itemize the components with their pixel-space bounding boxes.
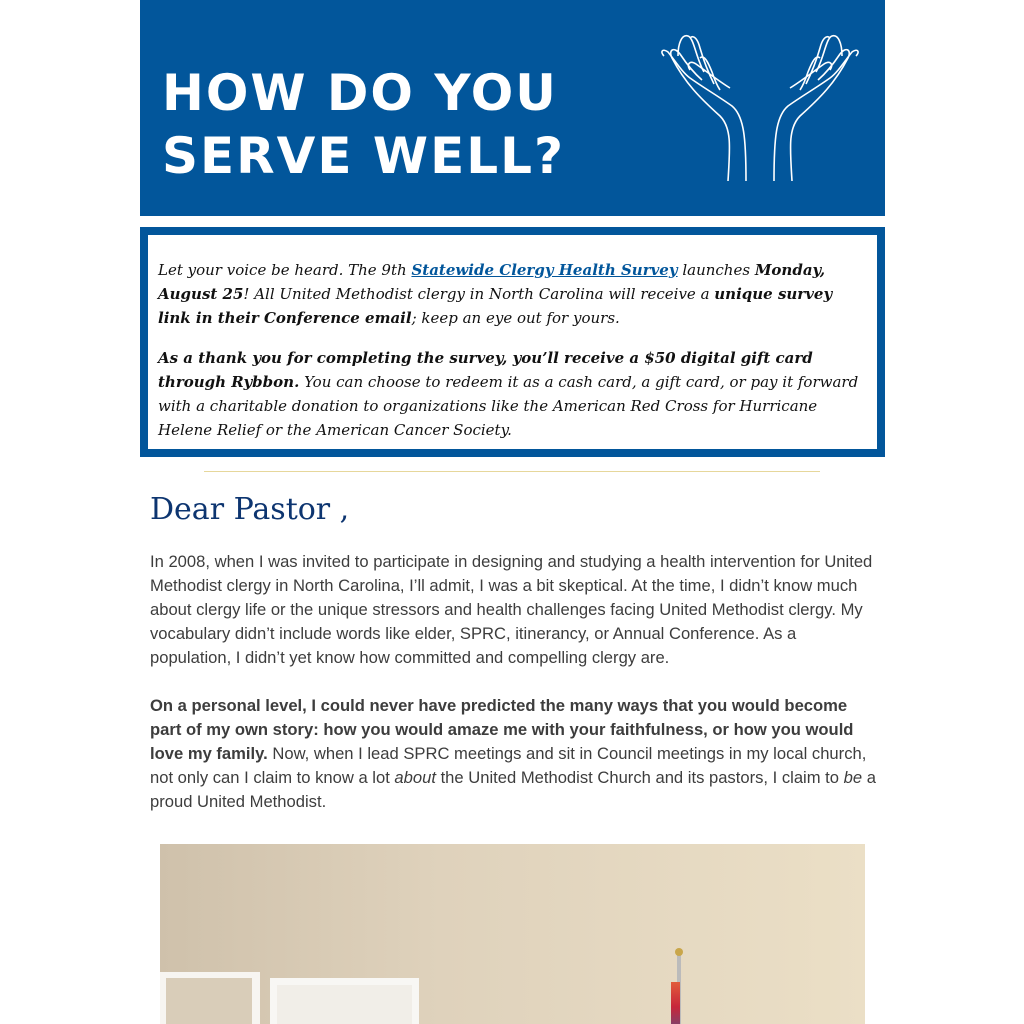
letter-paragraph-2: On a personal level, I could never have predicted the many ways that you would become part of my own story: how you would amaze me with your faithfulness, or how you would love my family. Now, when I lead SPRC meetings and sit in Council meetings in my local church, not only can I claim to know a lot about the United Methodist Church and its pastors, I claim to be a proud United Methodist. (150, 696, 876, 811)
doorway-frame (160, 972, 260, 1024)
greeting: Dear Pastor , (150, 492, 350, 527)
header-banner (140, 0, 885, 216)
flag (671, 982, 680, 1024)
meeting-room-photo (160, 844, 865, 1024)
window-frame (270, 978, 419, 1024)
pole-finial (675, 948, 683, 956)
divider (204, 471, 820, 472)
survey-paragraph: Let your voice be heard. The 9th Statewide Clergy Health Survey launches Monday, August 25! All United Methodist clergy in North Carolina will receive a unique survey link in their Conference email; keep an eye out for yours. (158, 261, 833, 327)
gift-card-paragraph: As a thank you for completing the survey, you’ll receive a $50 digital gift card through Rybbon. You can choose to redeem it as a cash card, a gift card, or pay it forward with a charitable donation to organizations like the American Red Cross for Hurricane Helene Relief or the American Cancer Society. (158, 349, 859, 439)
letter-paragraph-1: In 2008, when I was invited to participate in designing and studying a health intervention for United Methodist clergy in North Carolina, I’ll admit, I was a bit skeptical. At the time, I didn’t know much about clergy life or the unique stressors and health challenges facing United Methodist clergy. My vocabulary didn’t include words like elder, SPRC, itinerancy, or Annual Conference. As a population, I didn’t yet know how committed and compelling clergy are. (150, 552, 873, 667)
open-hands-icon (660, 28, 860, 188)
survey-announcement-box (140, 227, 885, 457)
banner-title: HOW DO YOU SERVE WELL? (162, 64, 565, 185)
survey-link[interactable]: Statewide Clergy Health Survey (411, 261, 678, 279)
